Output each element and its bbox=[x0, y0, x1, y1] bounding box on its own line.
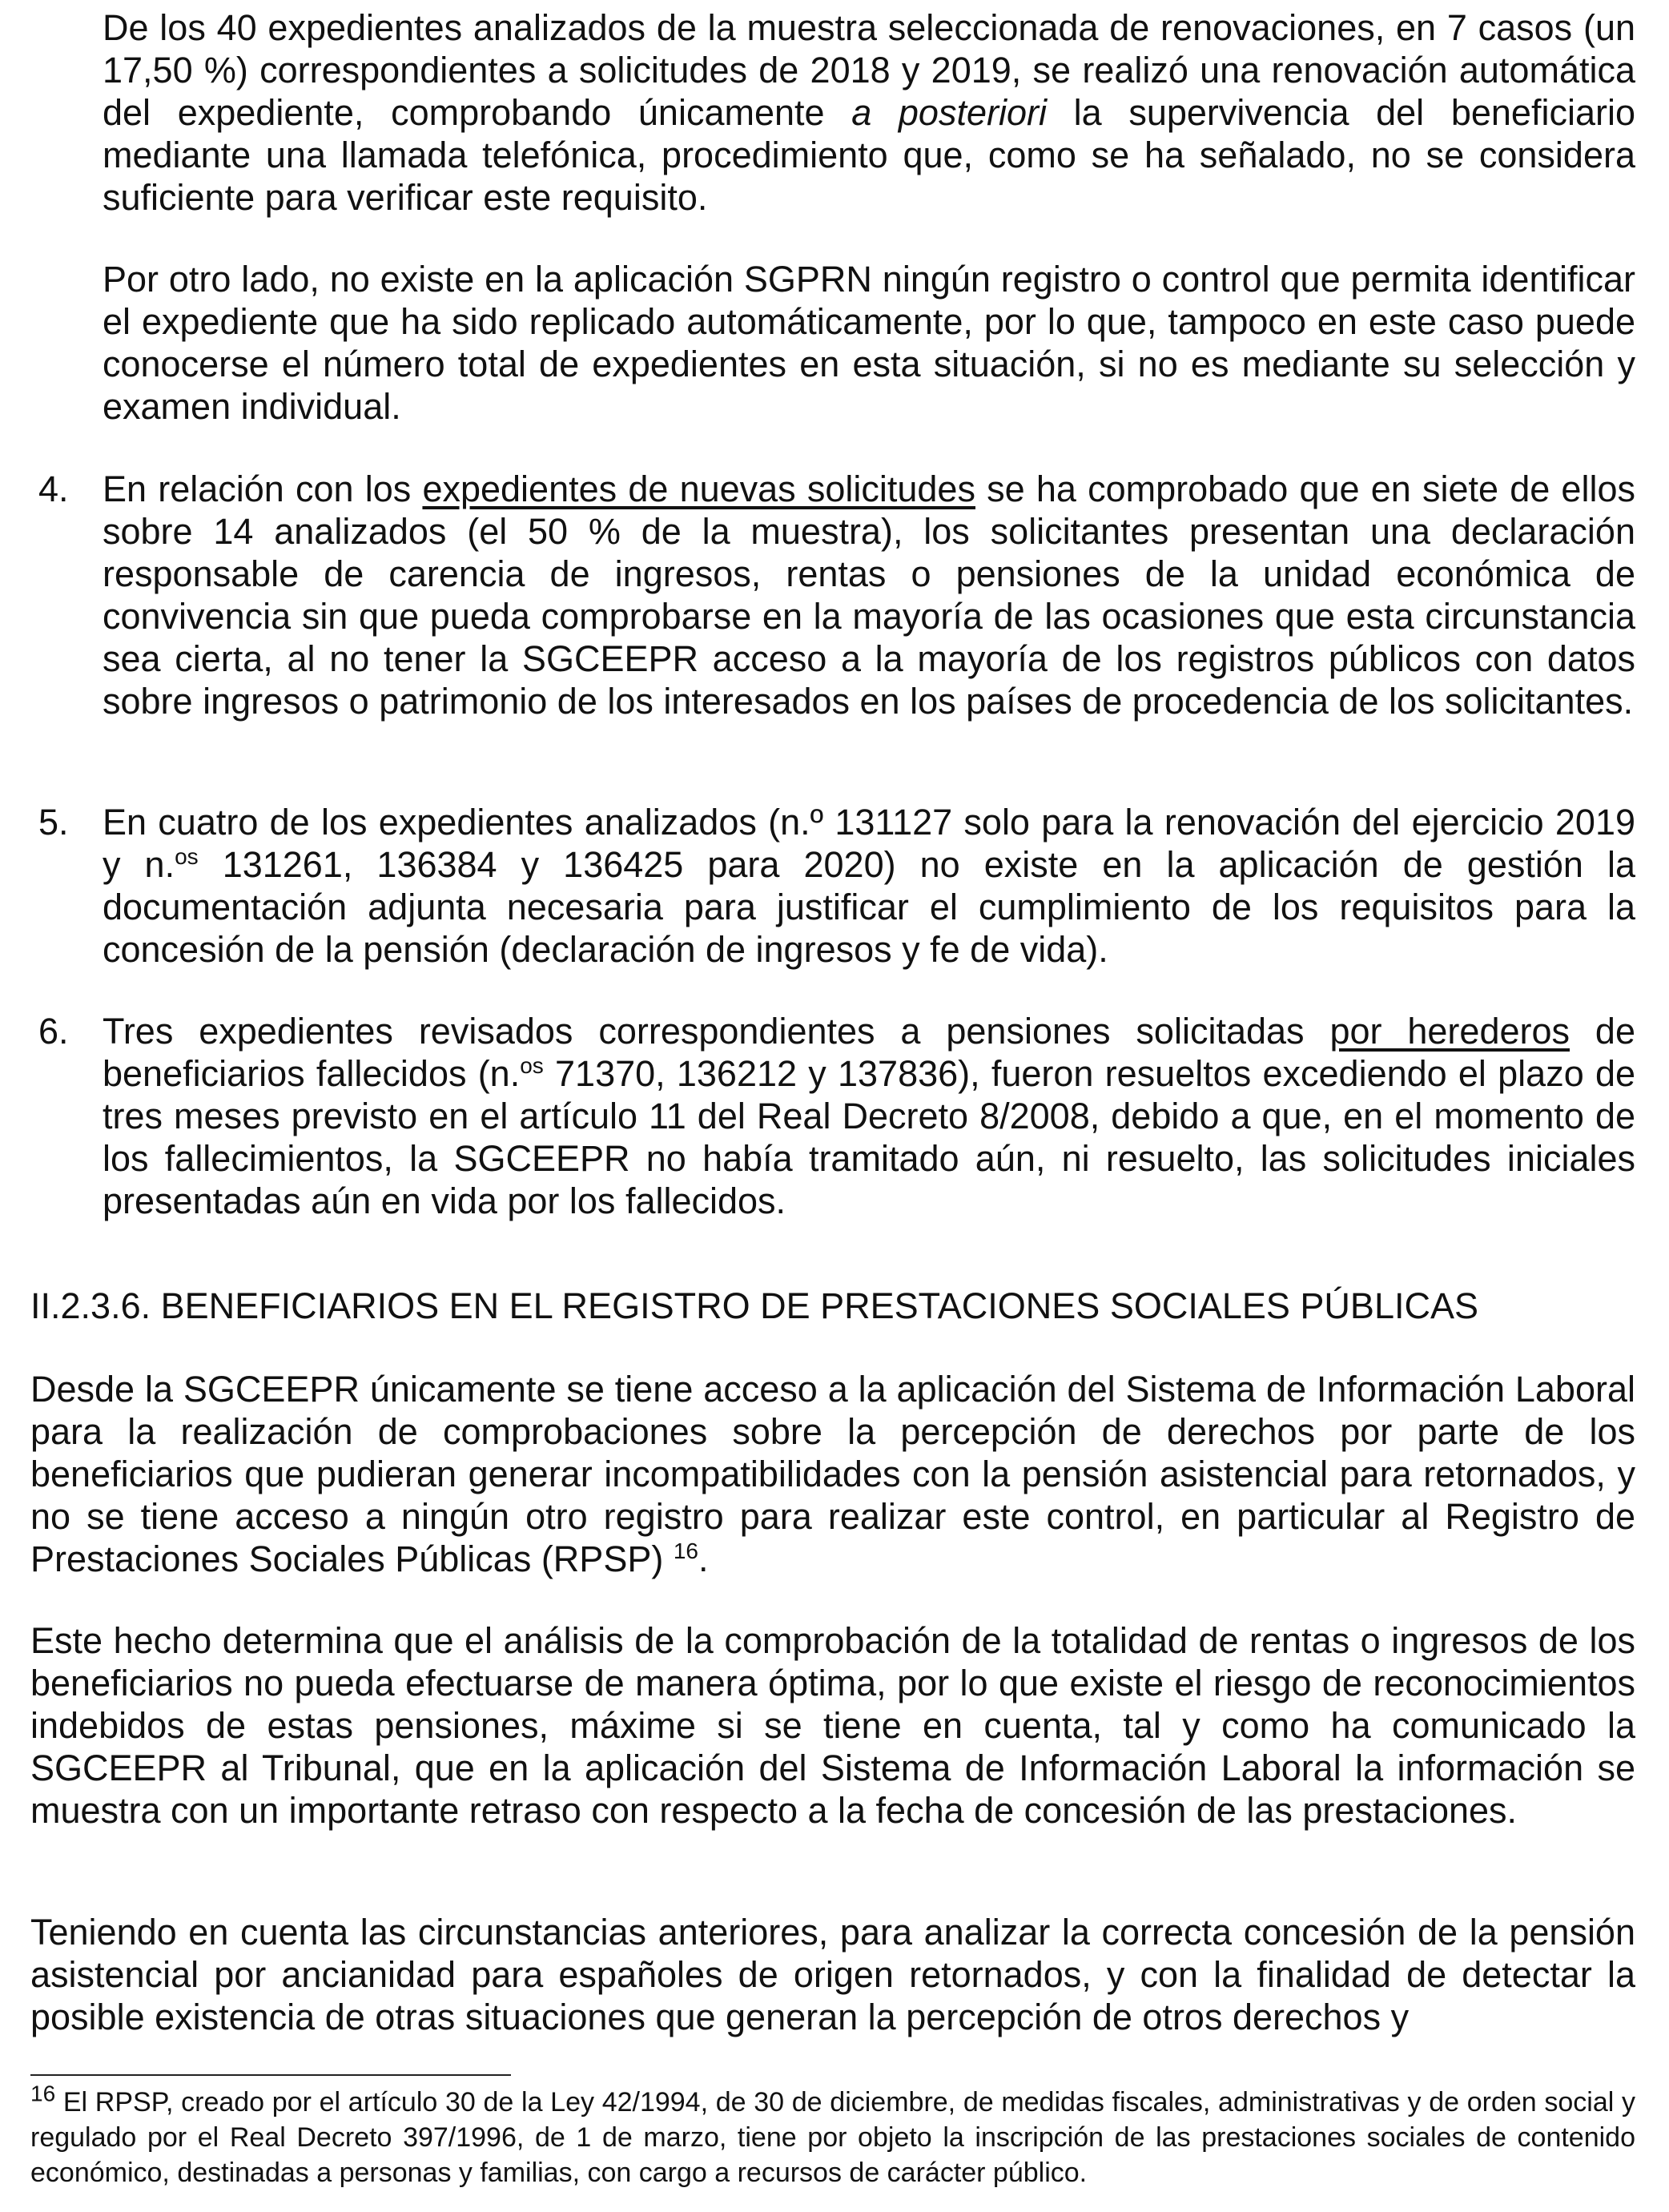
footnote-text: El RPSP, creado por el artículo 30 de la Ley 42/1994, de 30 de diciembre, de medidas fiscales, administrativas y de orden social y regulado por el Real Decreto 397/1996, de 1 de marzo, tiene por objeto la inscripción de las prestaciones sociales de contenido económico, destinadas a personas y familias, con cargo a recursos de carácter público. bbox=[30, 2087, 1635, 2188]
list-item-5 bbox=[30, 801, 1635, 971]
italic-term: a posteriori bbox=[851, 92, 1047, 133]
list-item-text bbox=[103, 468, 1635, 722]
underlined-term: expedientes de nuevas solicitudes bbox=[422, 469, 975, 509]
text-run: de beneficiarios fallecidos (n. bbox=[103, 1011, 1635, 1094]
paragraph-renovaciones bbox=[103, 6, 1635, 219]
list-item-4 bbox=[30, 468, 1635, 722]
footnote-mark: 16 bbox=[30, 2081, 56, 2106]
text-run: 131261, 136384 y 136425 para 2020) no existe en la aplicación de gestión la documentación adjunta necesaria para justificar el cumplimiento de los requisitos para la concesión de la pensión (declaración de ingresos y fe de vida). bbox=[103, 844, 1635, 970]
list-item-6 bbox=[30, 1010, 1635, 1222]
list-item-text bbox=[103, 801, 1635, 971]
footnote-16 bbox=[30, 2081, 1635, 2190]
list-number: 6. bbox=[38, 1011, 69, 1052]
text-run: 71370, 136212 y 137836), fueron resueltos excediendo el plazo de tres meses previsto en el artículo 11 del Real Decreto 8/2008, debido a que, en el momento de los fallecimientos, la SGCEEPR no había tramitado aún, ni resuelto, las solicitudes iniciales presentadas aún en vida por los fallecidos. bbox=[103, 1053, 1635, 1221]
paragraph-sgprn: Por otro lado, no existe en la aplicación SGPRN ningún registro o control que permita identificar el expediente que ha sido replicado automáticamente, por lo que, tampoco en este caso puede conocerse el número total de expedientes en esta situación, si no es mediante su selección y examen individual. bbox=[103, 259, 1635, 427]
paragraph-sgceepr-acceso bbox=[30, 1368, 1635, 1580]
text-run: Desde la SGCEEPR únicamente se tiene acceso a la aplicación del Sistema de Información Laboral para la realización de comprobaciones sobre la percepción de derechos por parte de los beneficiarios que pudieran generar incompatibilidades con la pensión asistencial para retornados, y no se tiene acceso a ningún otro registro para realizar este control, en particular al Registro de Prestaciones Sociales Públicas (RPSP) bbox=[30, 1369, 1635, 1579]
list-item-text bbox=[103, 1010, 1635, 1222]
list-number: 5. bbox=[38, 802, 69, 843]
paragraph-circunstancias: Teniendo en cuenta las circunstancias anteriores, para analizar la correcta concesión de la pensión asistencial por ancianidad para españoles de origen retornados, y con la finalidad de detectar la posible existencia de otras situaciones que generan la percepción de otros derechos y bbox=[30, 1912, 1635, 2037]
superscript: os bbox=[175, 844, 199, 869]
paragraph-text: De los 40 expedientes analizados de la muestra seleccionada de renovaciones, en 7 casos (un 17,50 %) correspondientes a solicitudes de 2018 y 2019, se realizó una renovación automática del expediente, comprobando únicamente bbox=[103, 7, 1635, 133]
paragraph-text: la supervivencia del beneficiario mediante una llamada telefónica, procedimiento que, como se ha señalado, no se considera suficiente para verificar este requisito. bbox=[103, 92, 1635, 218]
footnote-reference: 16 bbox=[673, 1538, 698, 1563]
footnote-separator bbox=[30, 2074, 511, 2076]
underlined-term: por herederos bbox=[1329, 1011, 1570, 1052]
list-number: 4. bbox=[38, 469, 69, 509]
text-run: En cuatro de los expedientes analizados (n.º 131127 solo para la renovación del ejercicio 2019 y n. bbox=[103, 802, 1635, 885]
text-run: . bbox=[698, 1538, 709, 1579]
text-run: Tres expedientes revisados correspondientes a pensiones solicitadas bbox=[103, 1011, 1330, 1052]
text-run: se ha comprobado que en siete de ellos sobre 14 analizados (el 50 % de la muestra), los solicitantes presentan una declaración responsable de carencia de ingresos, rentas o pensiones de la unidad económica de convivencia sin que pueda comprobarse en la mayoría de las ocasiones que esta circunstancia sea cierta, al no tener la SGCEEPR acceso a la mayoría de los registros públicos con datos sobre ingresos o patrimonio de los interesados en los países de procedencia de los solicitantes. bbox=[103, 469, 1635, 722]
section-heading: II.2.3.6. BENEFICIARIOS EN EL REGISTRO DE PRESTACIONES SOCIALES PÚBLICAS bbox=[30, 1285, 1478, 1326]
superscript: os bbox=[520, 1053, 544, 1078]
paragraph-analisis: Este hecho determina que el análisis de la comprobación de la totalidad de rentas o ingresos de los beneficiarios no pueda efectuarse de manera óptima, por lo que existe el riesgo de reconocimientos indebidos de estas pensiones, máxime si se tiene en cuenta, tal y como ha comunicado la SGCEEPR al Tribunal, que en la aplicación del Sistema de Información Laboral la información se muestra con un importante retraso con respecto a la fecha de concesión de las prestaciones. bbox=[30, 1620, 1635, 1831]
text-run: En relación con los bbox=[103, 469, 423, 509]
